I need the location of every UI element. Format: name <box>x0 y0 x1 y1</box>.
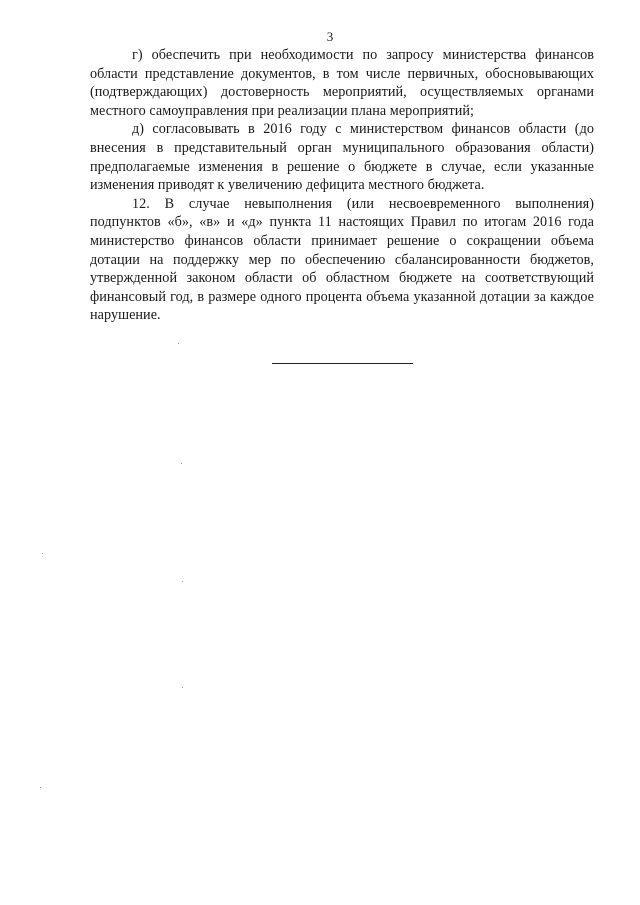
page-number: 3 <box>326 29 334 44</box>
end-separator-line <box>272 363 413 364</box>
paragraph-d: д) согласовывать в 2016 году с министерством финансов области (до внесения в представительный орган муниципального образования области) предполагаемые изменения в решение о бюджете в случае, если указанные изменения приводят к увеличению дефицита местного бюджета. <box>90 121 594 194</box>
paragraph-12: 12. В случае невыполнения (или несвоевременного выполнения) подпунктов «б», «в» и «д» пункта 11 настоящих Правил по итогам 2016 года министерство финансов области принимает решение о сокращении объема дотации на поддержку мер по обеспечению сбалансированности бюджетов, утвержденной законом области об областном бюджете на соответствующий финансовый год, в размере одного процента объема указанной дотации за каждое нарушение. <box>90 195 594 324</box>
scan-speck <box>182 581 183 582</box>
document-body <box>90 46 594 325</box>
scan-speck <box>42 553 43 554</box>
scan-speck <box>40 787 41 788</box>
scan-speck <box>182 687 183 688</box>
scan-speck <box>178 343 179 344</box>
scan-speck <box>181 463 182 464</box>
paragraph-g: г) обеспечить при необходимости по запросу министерства финансов области представление документов, в том числе первичных, обосновывающих (подтверждающих) достоверность мероприятий, осуществляемых органами местного самоуправления при реализации плана мероприятий; <box>90 47 594 119</box>
